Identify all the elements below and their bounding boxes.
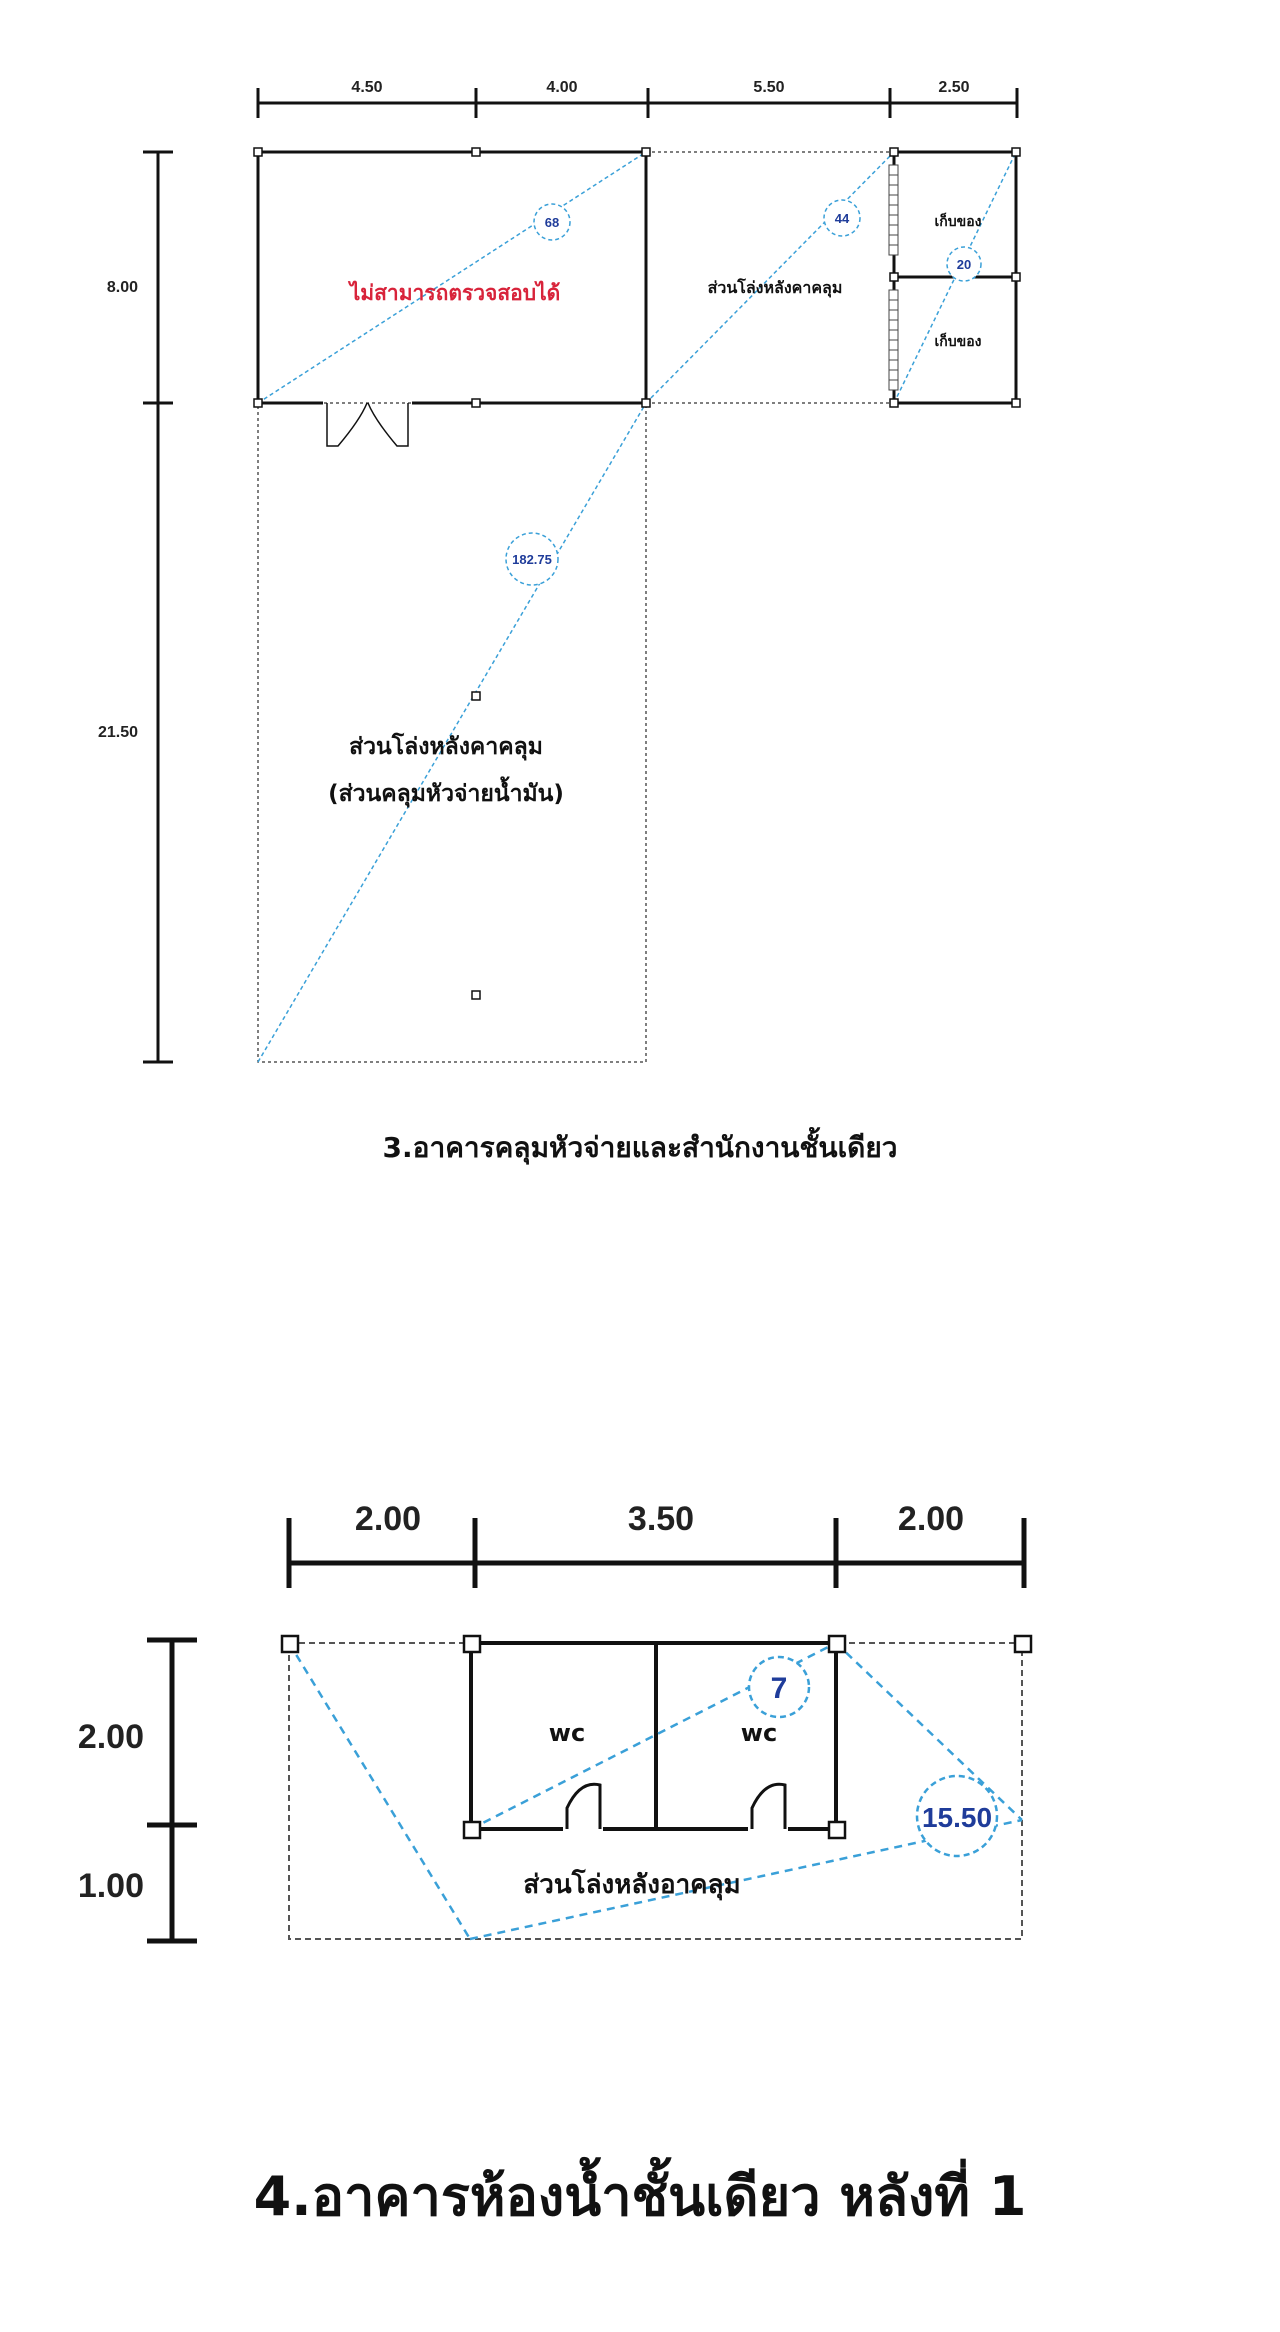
plan3-dim-left-1: 8.00 — [106, 279, 138, 296]
plan3-dim-top-4: 2.50 — [938, 79, 970, 96]
plan3-store-label-2: เก็บของ — [934, 334, 982, 350]
plan4-dim-left-2: 1.00 — [77, 1867, 144, 1905]
plan4-wc-doors — [567, 1784, 785, 1829]
plan3-canopy-label: ส่วนโล่งหลังคาคลุม — [707, 278, 843, 297]
plan3-store-label-1: เก็บของ — [934, 214, 982, 230]
plan3-office-label: ไม่สามารถตรวจสอบได้ — [349, 281, 561, 305]
plan3-area-store: 20 — [956, 257, 972, 272]
plan4-dim-top-1: 2.00 — [354, 1500, 422, 1538]
plan4-dim-left-1: 2.00 — [77, 1718, 144, 1756]
plan3-dim-top-1: 4.50 — [351, 79, 383, 96]
plan4-wc-label-1: wc — [548, 1719, 586, 1747]
plan4-open-label: ส่วนโล่งหลังอาคลุม — [523, 1870, 741, 1900]
plan4-dim-top-2: 3.50 — [627, 1500, 695, 1538]
plan3-dim-left-2: 21.50 — [97, 724, 138, 741]
plan4-wc-label-2: wc — [740, 1719, 778, 1747]
plan3-area-big-canopy: 182.75 — [512, 552, 552, 567]
plan3-big-canopy-label-1: ส่วนโล่งหลังคาคลุม — [349, 734, 543, 760]
plan3-area-badges — [506, 200, 981, 585]
plan4-title: 4.อาคารห้องน้ำชั้นเดียว หลังที่ 1 — [253, 2165, 1027, 2228]
plan4-area-open: 15.50 — [921, 1802, 993, 1833]
plan3-title: 3.อาคารคลุมหัวจ่ายและสำนักงานชั้นเดียว — [382, 1131, 898, 1164]
plan-4 — [78, 1500, 1031, 2228]
plan3-big-canopy-label-2: (ส่วนคลุมหัวจ่ายน้ำมัน) — [328, 781, 564, 807]
plan3-dim-top-2: 4.00 — [546, 79, 578, 96]
plan3-double-door — [327, 403, 408, 446]
plan3-area-canopy: 44 — [834, 211, 850, 226]
plan4-dim-top-3: 2.00 — [897, 1500, 965, 1538]
plan3-area-office: 68 — [544, 215, 560, 230]
plan3-dim-top-3: 5.50 — [753, 79, 785, 96]
plan3-left-dimension — [143, 152, 173, 1062]
plan4-area-wc: 7 — [770, 1672, 788, 1705]
plan-3 — [98, 79, 1020, 1165]
plan4-left-dimension — [147, 1640, 197, 1941]
